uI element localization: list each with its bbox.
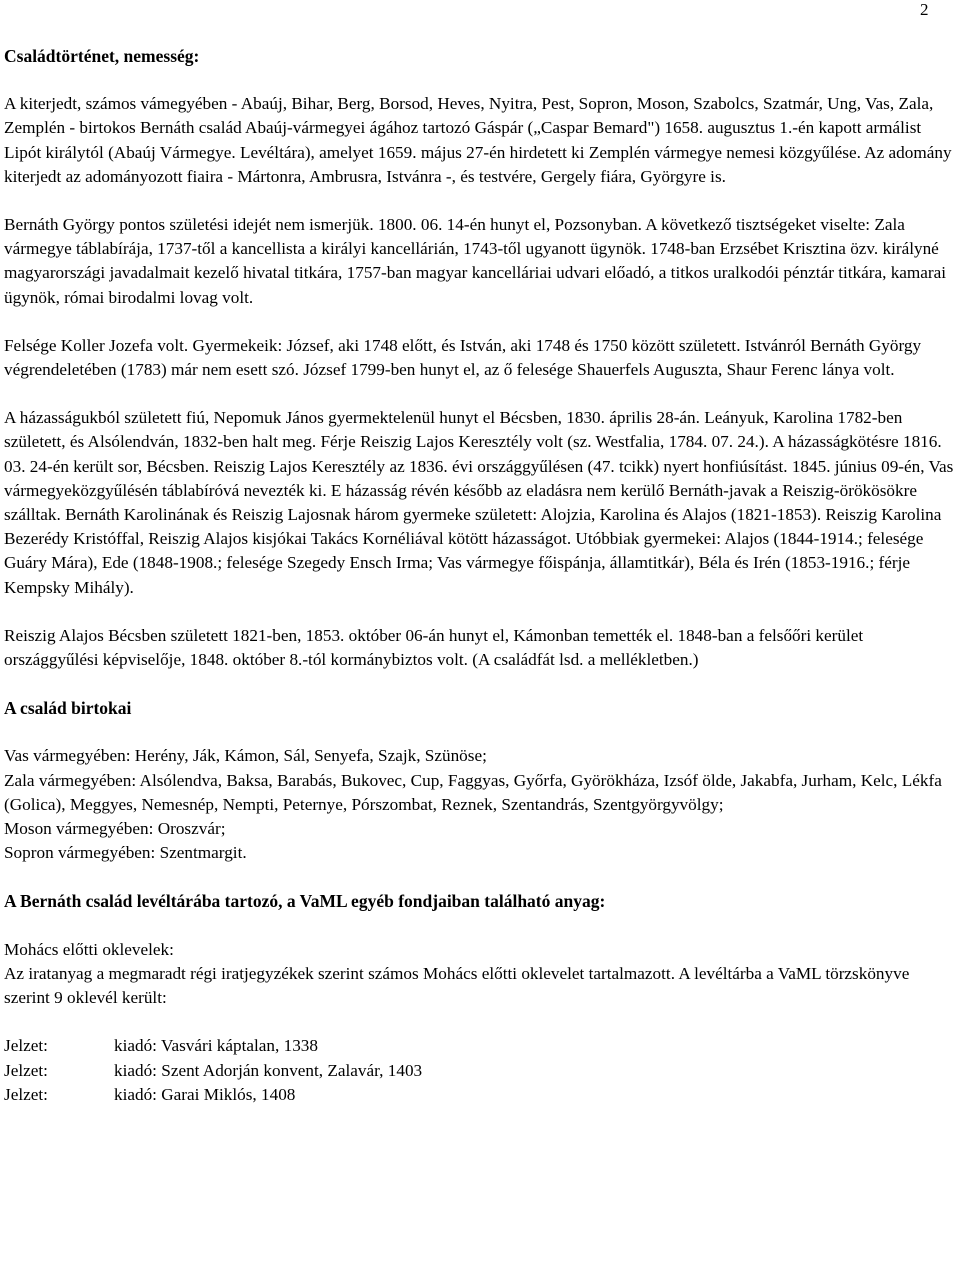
estate-line-zala: Zala vármegyében: Alsólendva, Baksa, Barabás, Bukovec, Cup, Faggyas, Győrfa, Györökháza, Izsóf ölde, Jakabfa, Jurham, Kelc, Lékfa (Golica), Meggyes, Nemesnép, Nempti, Peternye, Pórszombat, Reznek, Szentandrás, Szentgyörgyvölgy; (4, 770, 942, 814)
jelzet-value: kiadó: Vasvári káptalan, 1338 (114, 1036, 318, 1056)
paragraph-bernath-gyorgy: Bernáth György pontos születési idejét nem ismerjük. 1800. 06. 14-én hunyt el, Pozsonyban. A következő tisztségeket viselte: Zala vármegye táblabírája, 1737-től a kancellista a királyi kancellárián, 1743-től ugyanott ügynök. 1748-ban Erzsébet Krisztina özv. királyné magyarországi javadalmait kezelő hivatal titkára, 1757-ban magyar kancelláriai udvari előadó, a titkos uralkodói pénztár titkára, kamarai ügynök, római birodalmi lovag volt. (4, 215, 947, 307)
jelzet-value: kiadó: Szent Adorján konvent, Zalavár, 1403 (114, 1060, 423, 1080)
subheading-mohacs: Mohács előtti oklevelek: (4, 939, 174, 959)
table-row (4, 1083, 422, 1107)
document-body (4, 44, 954, 1107)
jelzet-table (4, 1034, 422, 1107)
section-heading-estates: A család birtokai (4, 698, 132, 719)
estate-line-sopron: Sopron vármegyében: Szentmargit. (4, 843, 247, 863)
jelzet-key: Jelzet: (4, 1084, 48, 1104)
section-heading-family-history: Családtörténet, nemesség: (4, 46, 200, 66)
paragraph-reiszig-alajos: Reiszig Alajos Bécsben született 1821-ben, 1853. október 06-án hunyt el, Kámonban temették el. 1848-ban a felsőőri kerület országgyűlési képviselője, 1848. október 8.-tól kormánybiztos volt. (A családfát lsd. a mellékletben.) (4, 625, 864, 670)
page-number: 2 (920, 0, 929, 19)
table-row (4, 1034, 422, 1058)
table-row (4, 1059, 422, 1083)
paragraph-archive-intro: Az iratanyag a megmaradt régi iratjegyzékek szerint számos Mohács előtti oklevelet tartalmazott. A levéltárba a VaML törzskönyve szerint 9 oklevél került: (4, 963, 910, 1008)
estate-line-moson: Moson vármegyében: Oroszvár; (4, 819, 226, 839)
paragraph-marriage: A házasságukból született fiú, Nepomuk János gyermektelenül hunyt el Bécsben, 1830. április 28-án. Leányuk, Karolina 1782-ben született, és Alsólendván, 1832-ben halt meg. Férje Reiszig Lajos Keresztély volt (sz. Westfalia, 1784. 07. 24.). A házasságkötésre 1816. 03. 24-én került sor, Bécsben. Reiszig Lajos Keresztély az 1836. évi országgyűlésen (47. tcikk) nyert honfiúsítást. 1845. június 09-én, Vas vármegyeközgyűlésén táblabíróvá nevezték ki. E házasság révén később az eladásra nem kerülő Bernáth-javak a Reiszig-örökösökre szálltak. Bernáth Karolinának és Reiszig Lajosnak három gyermeke született: Alojzia, Karolina és Alajos (1821-1853). Reiszig Karolina Bezerédy Kristóffal, Reiszig Alajos kisjókai Takács Kornéliával kötött házasságot. Utóbbiak gyermekei: Alajos (1844-1914.; felesége Guáry Mára), Ede (1848-1908.; felesége Szegedy Ensch Irma; Vas vármegye főispánja, államtitkár), Béla és Irén (1853-1916.; férje Kempsky Mihály). (4, 408, 954, 597)
paragraph-koller-jozefa: Felsége Koller Jozefa volt. Gyermekeik: József, aki 1748 előtt, és István, aki 1748 és 1750 között született. Istvánról Bernáth György végrendeletében (1783) már nem esett szó. József 1799-ben hunyt el, az ő felesége Shauerfels Auguszta, Shaur Ferenc lánya volt. (4, 335, 922, 380)
jelzet-key: Jelzet: (4, 1060, 48, 1080)
jelzet-value: kiadó: Garai Miklós, 1408 (114, 1084, 296, 1104)
estate-line-vas: Vas vármegyében: Herény, Ják, Kámon, Sál, Senyefa, Szajk, Szünöse; (4, 746, 487, 766)
paragraph-armalis: A kiterjedt, számos vámegyében - Abaúj, Bihar, Berg, Borsod, Heves, Nyitra, Pest, Sopron, Moson, Szabolcs, Szatmár, Ung, Vas, Zala, Zemplén - birtokos Bernáth család Abaúj-vármegyei ágához tartozó Gáspár („Caspar Bemard") 1658. augusztus 1.-én kapott armálist Lipót királytól (Abaúj Vármegye. Levéltára), amelyet 1659. május 27-én hirdetett ki Zemplén vármegye nemesi közgyűlése. Az adomány kiterjedt az adományozott fiaira - Mártonra, Ambrusra, Istvánra -, és testvére, Gergely fiára, Györgyre is. (4, 94, 952, 186)
jelzet-key: Jelzet: (4, 1036, 48, 1056)
section-heading-archive-material: A Bernáth család levéltárába tartozó, a VaML egyéb fondjaiban található anyag: (4, 891, 606, 912)
